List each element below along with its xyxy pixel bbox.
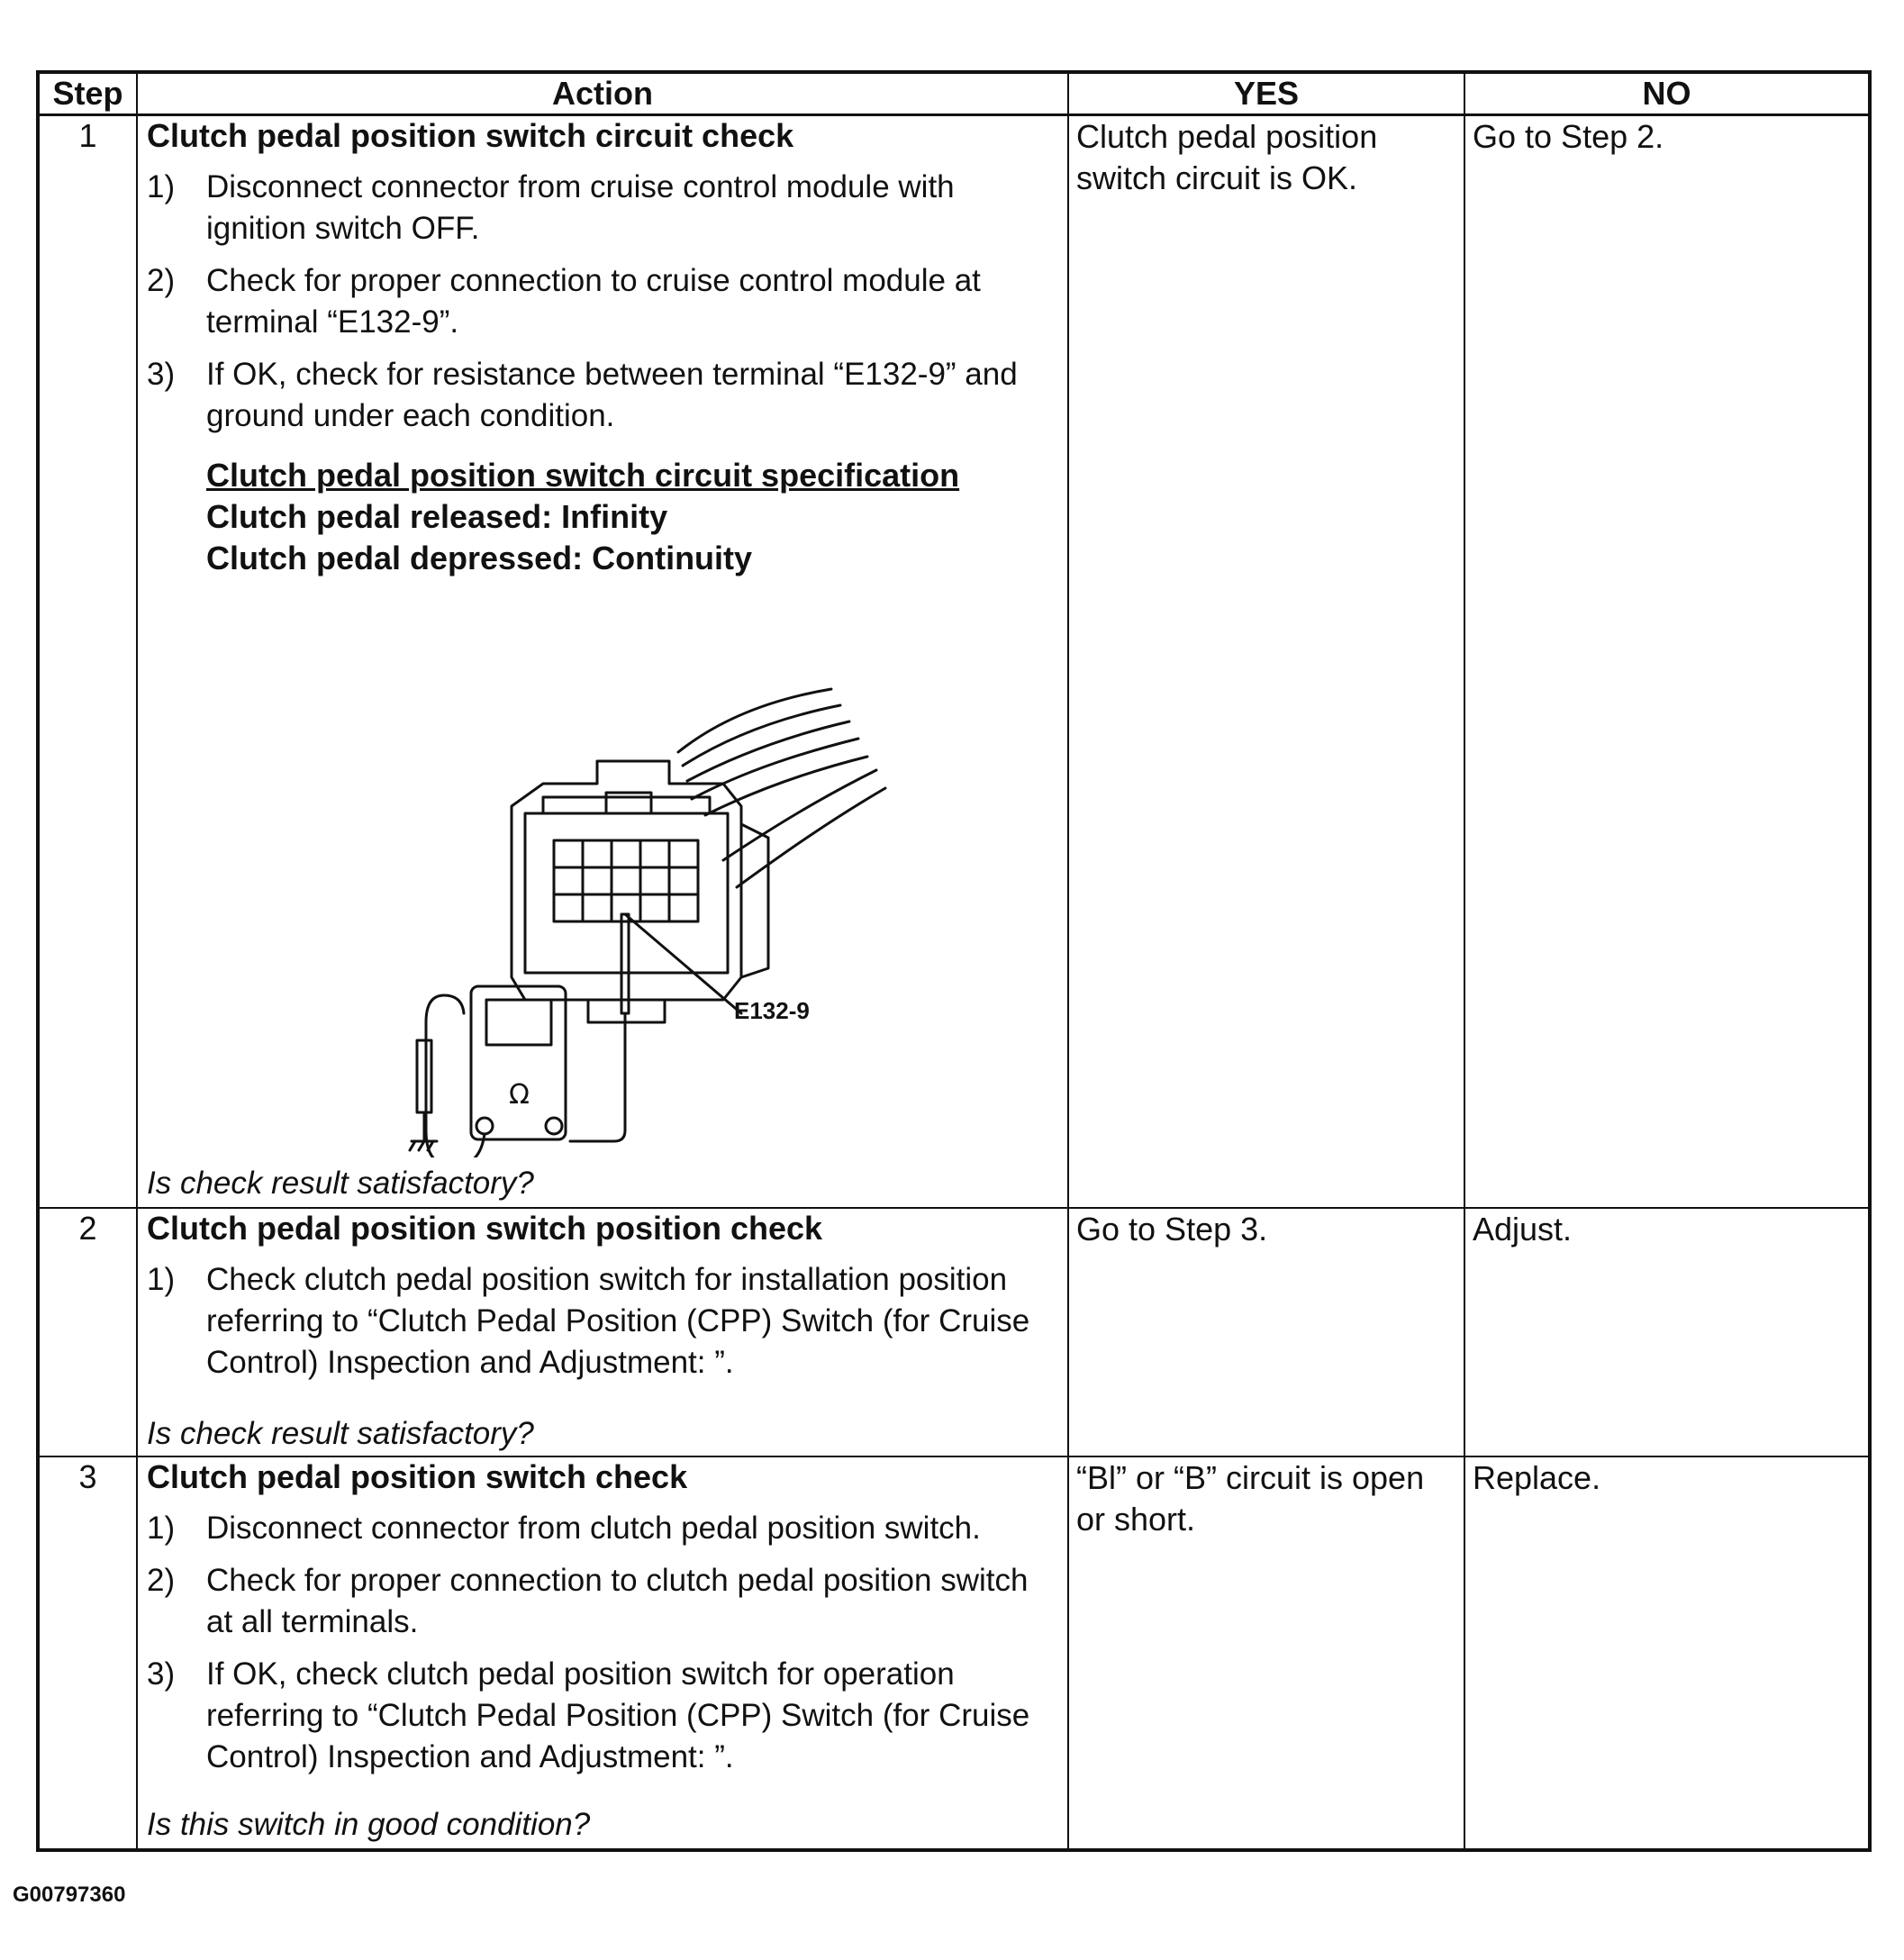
meter-terminal bbox=[476, 1118, 493, 1134]
action-list bbox=[147, 167, 1058, 437]
header-row bbox=[38, 72, 1870, 115]
action-cell bbox=[137, 1456, 1068, 1850]
table-row-step-2 bbox=[38, 1208, 1870, 1456]
item-number: 1) bbox=[147, 169, 176, 204]
step-title: Clutch pedal position switch circuit check bbox=[147, 117, 794, 154]
item-text: Check for proper connection to clutch pedal position switch at all terminals. bbox=[206, 1563, 1029, 1639]
step-number: 2 bbox=[38, 1208, 137, 1456]
list-item bbox=[147, 1508, 1058, 1549]
spec-heading: Clutch pedal position switch circuit specification bbox=[206, 457, 960, 494]
item-text: Disconnect connector from clutch pedal position switch. bbox=[206, 1511, 981, 1546]
item-text: Disconnect connector from cruise control module with ignition switch OFF. bbox=[206, 169, 955, 246]
spec-line-depressed: Clutch pedal depressed: Continuity bbox=[206, 540, 753, 576]
harness-wire bbox=[705, 757, 867, 815]
no-cell bbox=[1464, 1208, 1870, 1456]
step-question: Is this switch in good condition? bbox=[147, 1807, 591, 1842]
no-cell bbox=[1464, 115, 1870, 1209]
item-text: Check for proper connection to cruise control module at terminal “E132-9”. bbox=[206, 263, 981, 340]
action-list bbox=[147, 1508, 1058, 1778]
ohmmeter-display bbox=[486, 1000, 551, 1045]
table-row-step-1 bbox=[38, 115, 1870, 1209]
specification bbox=[206, 455, 1058, 579]
ground-probe bbox=[417, 1040, 431, 1112]
header-no: NO bbox=[1464, 72, 1870, 115]
terminal-block bbox=[554, 840, 698, 921]
troubleshooting-table bbox=[36, 70, 1872, 1852]
step-number: 3 bbox=[38, 1456, 137, 1850]
connector-ohmmeter-diagram bbox=[147, 590, 1047, 1157]
step-question: Is check result satisfactory? bbox=[147, 1416, 534, 1451]
no-result: Go to Step 2. bbox=[1473, 118, 1664, 155]
probe-lead bbox=[570, 1058, 625, 1141]
figure-code: G00797360 bbox=[13, 1883, 126, 1907]
action-cell bbox=[137, 1208, 1068, 1456]
harness-wire bbox=[678, 689, 831, 752]
item-number: 1) bbox=[147, 1262, 176, 1297]
yes-cell bbox=[1068, 1456, 1464, 1850]
ground-lead bbox=[426, 995, 485, 1157]
item-number: 3) bbox=[147, 357, 176, 392]
action-list bbox=[147, 1259, 1058, 1384]
header-action: Action bbox=[137, 72, 1068, 115]
step-title: Clutch pedal position switch check bbox=[147, 1458, 688, 1495]
item-number: 3) bbox=[147, 1656, 176, 1692]
header-step: Step bbox=[38, 72, 137, 115]
no-result: Replace. bbox=[1473, 1459, 1601, 1496]
terminal-callout: E132-9 bbox=[734, 997, 810, 1024]
connector-latch bbox=[606, 793, 651, 813]
harness-wire bbox=[683, 705, 840, 766]
step-title: Clutch pedal position switch position check bbox=[147, 1210, 823, 1247]
header-yes: YES bbox=[1068, 72, 1464, 115]
list-item bbox=[147, 1654, 1058, 1778]
list-item bbox=[147, 1259, 1058, 1384]
harness-wire bbox=[723, 770, 876, 860]
item-number: 2) bbox=[147, 263, 176, 298]
item-number: 2) bbox=[147, 1563, 176, 1598]
list-item bbox=[147, 1560, 1058, 1643]
item-text: Check clutch pedal position switch for installation position referring to “Clutch Pedal Position (CPP) Switch (for Cruise Control) Inspection and Adjustment: ”. bbox=[206, 1262, 1030, 1380]
step-number: 1 bbox=[38, 115, 137, 1209]
item-text: If OK, check for resistance between terminal “E132-9” and ground under each condition. bbox=[206, 357, 1018, 433]
yes-cell bbox=[1068, 1208, 1464, 1456]
item-text: If OK, check clutch pedal position switch for operation referring to “Clutch Pedal Position (CPP) Switch (for Cruise Control) Inspection and Adjustment: ”. bbox=[206, 1656, 1030, 1774]
yes-result: Clutch pedal position switch circuit is OK. bbox=[1076, 118, 1378, 196]
yes-result: Go to Step 3. bbox=[1076, 1211, 1268, 1248]
action-cell bbox=[137, 115, 1068, 1209]
meter-terminal bbox=[546, 1118, 562, 1134]
yes-cell bbox=[1068, 115, 1464, 1209]
spec-line-released: Clutch pedal released: Infinity bbox=[206, 498, 668, 535]
item-number: 1) bbox=[147, 1511, 176, 1546]
troubleshooting-table-container bbox=[36, 70, 1868, 1852]
list-item bbox=[147, 354, 1058, 437]
yes-result: “Bl” or “B” circuit is open or short. bbox=[1076, 1459, 1425, 1538]
connector-rim bbox=[543, 797, 710, 813]
connector-diagram-svg bbox=[147, 590, 1047, 1157]
list-item bbox=[147, 260, 1058, 343]
table-row-step-3 bbox=[38, 1456, 1870, 1850]
no-result: Adjust. bbox=[1473, 1211, 1573, 1248]
list-item bbox=[147, 167, 1058, 250]
ohm-symbol: Ω bbox=[509, 1079, 530, 1111]
step-question: Is check result satisfactory? bbox=[147, 1166, 534, 1201]
no-cell bbox=[1464, 1456, 1870, 1850]
